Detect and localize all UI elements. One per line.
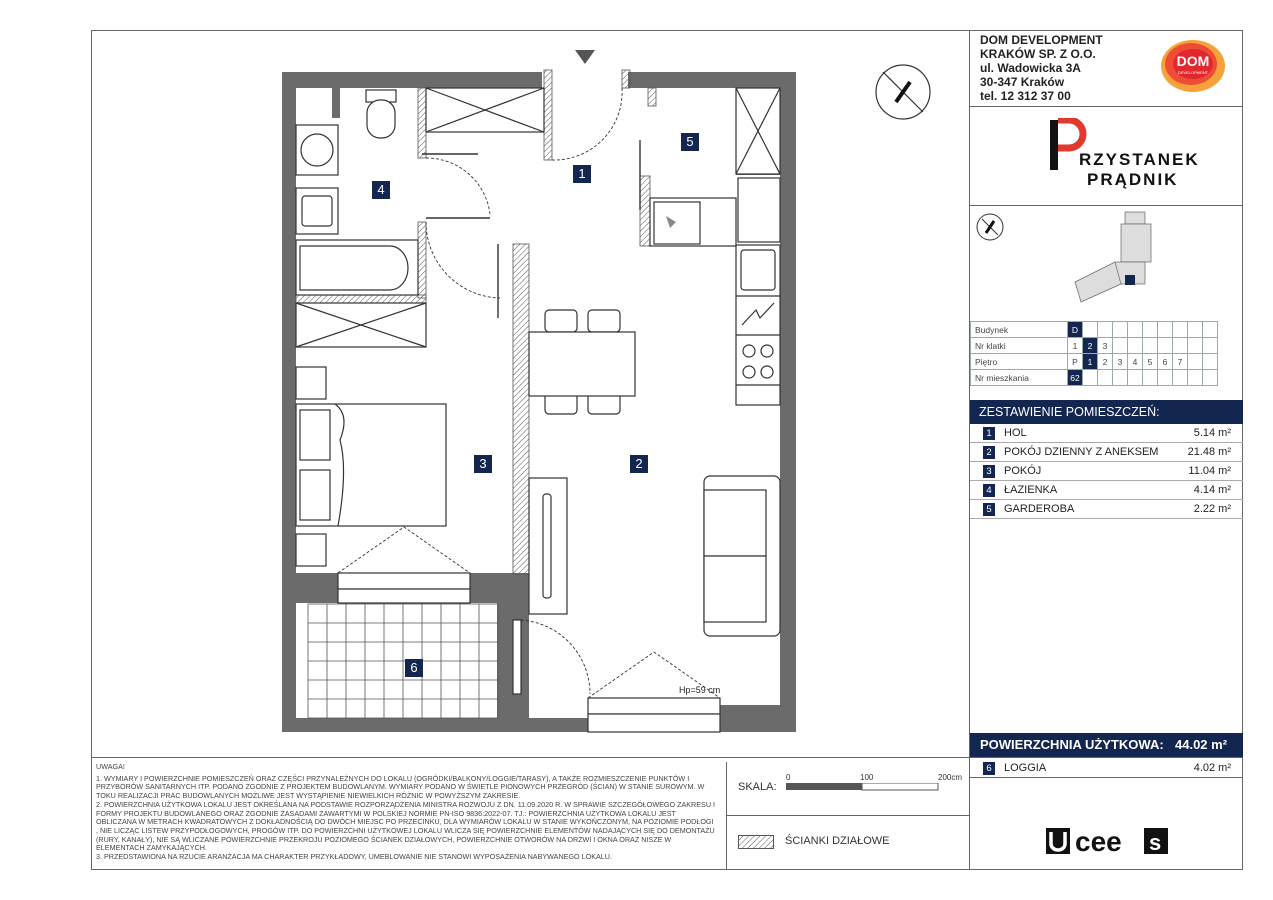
room-number: 4 <box>983 484 995 497</box>
company-info <box>980 33 1103 103</box>
note-paragraph: 3. PRZEDSTAWIONA NA RZUCIE ARANŻACJA MA CHARAKTER PRZYKŁADOWY, UMEBLOWANIE NIE STANOWI WYPOSAŻENIA NABYWANEGO LOKALU. <box>96 852 612 862</box>
room-row <box>970 424 1243 443</box>
notes <box>96 763 716 862</box>
dom-development-logo <box>1157 36 1227 94</box>
rooms-header: ZESTAWIENIE POMIESZCZEŃ: <box>970 400 1243 424</box>
scale-bar <box>786 783 962 791</box>
company-phone: tel. 12 312 37 00 <box>980 89 1071 103</box>
partition-legend-swatch <box>738 835 774 849</box>
floor-option: 5 <box>1143 354 1158 370</box>
scale-tick: 100 <box>860 773 874 782</box>
total-area <box>970 733 1243 757</box>
room-marker-1: 1 <box>573 165 591 183</box>
floor-option: P <box>1068 354 1083 370</box>
company-branch: KRAKÓW SP. Z O.O. <box>980 47 1096 61</box>
stair-option: 3 <box>1098 338 1113 354</box>
notes-title: UWAGA! <box>96 762 125 771</box>
room-area: 4.02 m² <box>1193 762 1231 774</box>
stair-option-selected: 2 <box>1083 338 1098 354</box>
floor-option: 3 <box>1113 354 1128 370</box>
divider <box>726 762 727 870</box>
project-name-line2: PRĄDNIK <box>1087 170 1179 189</box>
divider <box>969 205 1243 206</box>
room-name: HOL <box>1004 427 1027 439</box>
stair-option: 1 <box>1068 338 1083 354</box>
ucees-logo <box>1045 826 1171 856</box>
scale-tick: 0 <box>786 773 791 782</box>
room-area: 11.04 m² <box>1188 465 1231 477</box>
room-row <box>970 500 1243 519</box>
sill-height-label: Hp=59 cm <box>679 685 721 695</box>
room-marker-2: 2 <box>630 455 648 473</box>
svg-text:cee: cee <box>1075 826 1122 856</box>
scale-label: SKALA: <box>738 781 777 793</box>
room-marker-4: 4 <box>372 181 390 199</box>
room-area: 5.14 m² <box>1193 427 1231 439</box>
scale-tick: 200cm <box>938 773 963 782</box>
divider <box>726 815 969 816</box>
floor-option-selected: 1 <box>1083 354 1098 370</box>
room-marker-6: 6 <box>405 659 423 677</box>
divider <box>969 106 1243 107</box>
room-name: POKÓJ <box>1004 465 1042 477</box>
svg-text:s: s <box>1149 830 1162 855</box>
room-number: 5 <box>983 503 995 516</box>
location-table <box>970 321 1218 386</box>
room-area: 21.48 m² <box>1187 446 1231 458</box>
room-number: 1 <box>983 427 995 440</box>
room-name: GARDEROBA <box>1004 503 1075 515</box>
stair-label: Nr klatki <box>971 338 1068 354</box>
floor-option: 6 <box>1158 354 1173 370</box>
room-area: 2.22 m² <box>1193 503 1231 515</box>
flat-value: 62 <box>1068 370 1083 386</box>
room-name: LOGGIA <box>1004 762 1047 774</box>
floor-option: 2 <box>1098 354 1113 370</box>
floor-option: 4 <box>1128 354 1143 370</box>
floor-label: Piętro <box>971 354 1068 370</box>
logo-subtext: DEVELOPMENT <box>1177 70 1209 75</box>
company-name: DOM DEVELOPMENT <box>980 33 1103 47</box>
floor-option: 7 <box>1173 354 1188 370</box>
building-label: Budynek <box>971 322 1068 338</box>
room-name: ŁAZIENKA <box>1004 484 1058 496</box>
project-name <box>1079 150 1200 190</box>
project-name-line1: RZYSTANEK <box>1079 150 1200 169</box>
room-row <box>970 462 1243 481</box>
legend-label: ŚCIANKI DZIAŁOWE <box>785 835 890 847</box>
divider <box>969 757 1243 758</box>
room-area: 4.14 m² <box>1193 484 1231 496</box>
room-number: 3 <box>983 465 995 478</box>
company-street: ul. Wadowicka 3A <box>980 61 1081 75</box>
room-marker-5: 5 <box>681 133 699 151</box>
divider <box>91 757 969 758</box>
building-value: D <box>1068 322 1083 338</box>
company-city: 30-347 Kraków <box>980 75 1065 89</box>
logo-text: DOM <box>1176 53 1210 69</box>
room-name: POKÓJ DZIENNY Z ANEKSEM <box>1004 446 1159 458</box>
room-number: 2 <box>983 446 995 459</box>
total-area-value: 44.02 m² <box>1175 737 1228 752</box>
room-marker-3: 3 <box>474 455 492 473</box>
room-number: 6 <box>983 762 995 775</box>
note-paragraph: 2. POWIERZCHNIA UŻYTKOWA LOKALU JEST OKREŚLANA NA PODSTAWIE ROZPORZĄDZENIA MINISTRA ROZWOJU Z DN. 11.09.2020 R. W SPRAWIE SZCZEGÓŁOWEGO ZAKRESU I FORMY PROJEKTU BUDOWLANEGO ORAZ ZGODNIE ZASADAMI ZAWARTYMI W POLSKIEJ NORMIE PN-ISO 9836:2022-07. TJ.: POWIERZCHNIA UŻYTKOWA LOKALU JEST OBLICZANA W METRACH KWADRATOWYCH Z DOKŁADNOŚCIĄ DO DWÓCH MIEJSC PO PRZECINKU, DLA WYMIARÓW LOKALU W STANIE WYKOŃCZONYM, NA POZIOMIE PODŁOGI , NIE LICZĄC LISTEW PRZYPODŁOGOWYCH, PROGÓW ITP. DO POWIERZCHNI UŻYTKOWEJ LOKALU WLICZA SIĘ POWIERZCHNIE ELEMENTÓW NADAJĄCYCH SIĘ DO DEMONTAŻU (RURY, KANAŁY), NIE SĄ WLICZANE POWIERZCHNIE PRZEKROJU POZIOMEGO ŚCIANEK DZIAŁOWYCH, POWIERZCHNIE OTWORÓW NA DRZWI I OKNA ORAZ NISZE W ELEMENTACH ZAMYKAJĄCYCH. <box>96 799 716 853</box>
note-paragraph: 1. WYMIARY I POWIERZCHNIE POMIESZCZEŃ ORAZ CZĘŚCI PRZYNALEŻNYCH DO LOKALU (OGRÓDKI/BALKONY/LOGGIE/TARASY), A TAKŻE ROZMIESZCZENIE PUNKTÓW I PRZYBORÓW SANITARNYCH ITP. PODANO ZGODNIE Z PROJEKTEM BUDOWLANYM. WYMIARY PODANO W ŚWIETLE PIONOWYCH PRZEGRÓD (ŚCIAN) W STANIE SUROWYM. W TOKU REALIZACJI PRAC BUDOWLANYCH MOŻLIWE JEST WYSTĄPIENIE NIEWIELKICH RÓŻNIC W POWYŻSZYM ZAKRESIE. <box>96 773 705 801</box>
room-row <box>970 481 1243 500</box>
flat-label: Nr mieszkania <box>971 370 1068 386</box>
key-plan <box>975 210 1237 305</box>
room-row <box>970 443 1243 462</box>
extra-room-row <box>970 759 1243 778</box>
total-area-label: POWIERZCHNIA UŻYTKOWA: <box>980 737 1164 752</box>
